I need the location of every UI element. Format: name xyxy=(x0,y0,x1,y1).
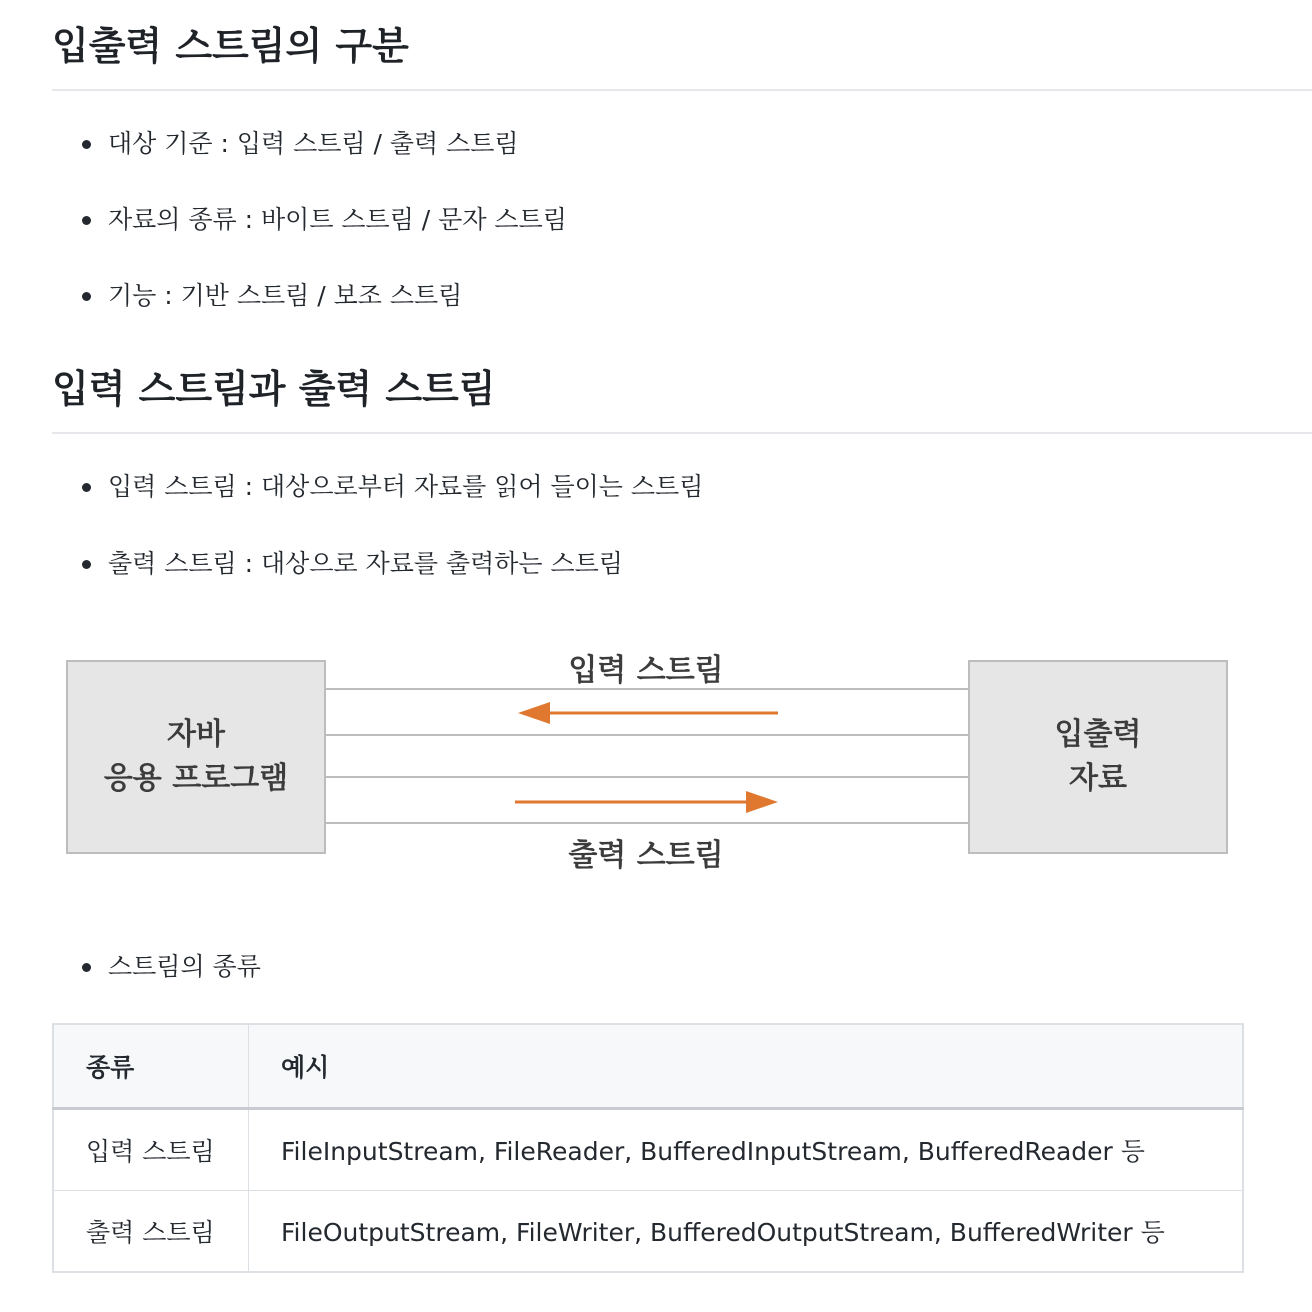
list-item: 자료의 종류 : 바이트 스트림 / 문자 스트림 xyxy=(52,205,567,235)
list-item: 기능 : 기반 스트림 / 보조 스트림 xyxy=(52,281,567,311)
heading-divider xyxy=(52,432,1312,434)
section-heading-io-stream-classification: 입출력 스트림의 구분 xyxy=(52,24,409,68)
stream-definition-list xyxy=(52,472,703,579)
box-label: 자바 xyxy=(167,717,225,752)
input-arrow-icon xyxy=(518,702,778,724)
output-arrow-icon xyxy=(515,791,778,813)
classification-list xyxy=(52,129,567,311)
table-row xyxy=(53,1109,1243,1191)
column-header-example: 예시 xyxy=(249,1024,1244,1109)
stream-kinds-table xyxy=(52,1023,1244,1273)
list-item: 스트림의 종류 xyxy=(52,952,261,982)
java-application-box xyxy=(66,660,326,854)
box-label: 입출력 xyxy=(1054,717,1142,752)
box-label: 응용 프로그램 xyxy=(103,761,289,796)
table-cell: FileOutputStream, FileWriter, BufferedOutputStream, BufferedWriter 등 xyxy=(249,1191,1244,1273)
kinds-list xyxy=(52,952,261,982)
table-row xyxy=(53,1191,1243,1273)
table-cell: 출력 스트림 xyxy=(53,1191,249,1273)
input-stream-label: 입력 스트림 xyxy=(568,653,724,688)
box-label: 자료 xyxy=(1069,761,1127,796)
output-stream-label: 출력 스트림 xyxy=(568,838,724,873)
column-header-kind: 종류 xyxy=(53,1024,249,1109)
table-cell: 입력 스트림 xyxy=(53,1109,249,1191)
table-header-row xyxy=(53,1024,1243,1109)
heading-divider xyxy=(52,89,1312,91)
table-cell: FileInputStream, FileReader, BufferedInputStream, BufferedReader 등 xyxy=(249,1109,1244,1191)
list-item: 대상 기준 : 입력 스트림 / 출력 스트림 xyxy=(52,129,567,159)
list-item: 출력 스트림 : 대상으로 자료를 출력하는 스트림 xyxy=(52,549,703,579)
list-item: 입력 스트림 : 대상으로부터 자료를 읽어 들이는 스트림 xyxy=(52,472,703,502)
io-data-box xyxy=(968,660,1228,854)
section-heading-input-output-stream: 입력 스트림과 출력 스트림 xyxy=(52,367,496,411)
stream-diagram xyxy=(60,640,1240,880)
